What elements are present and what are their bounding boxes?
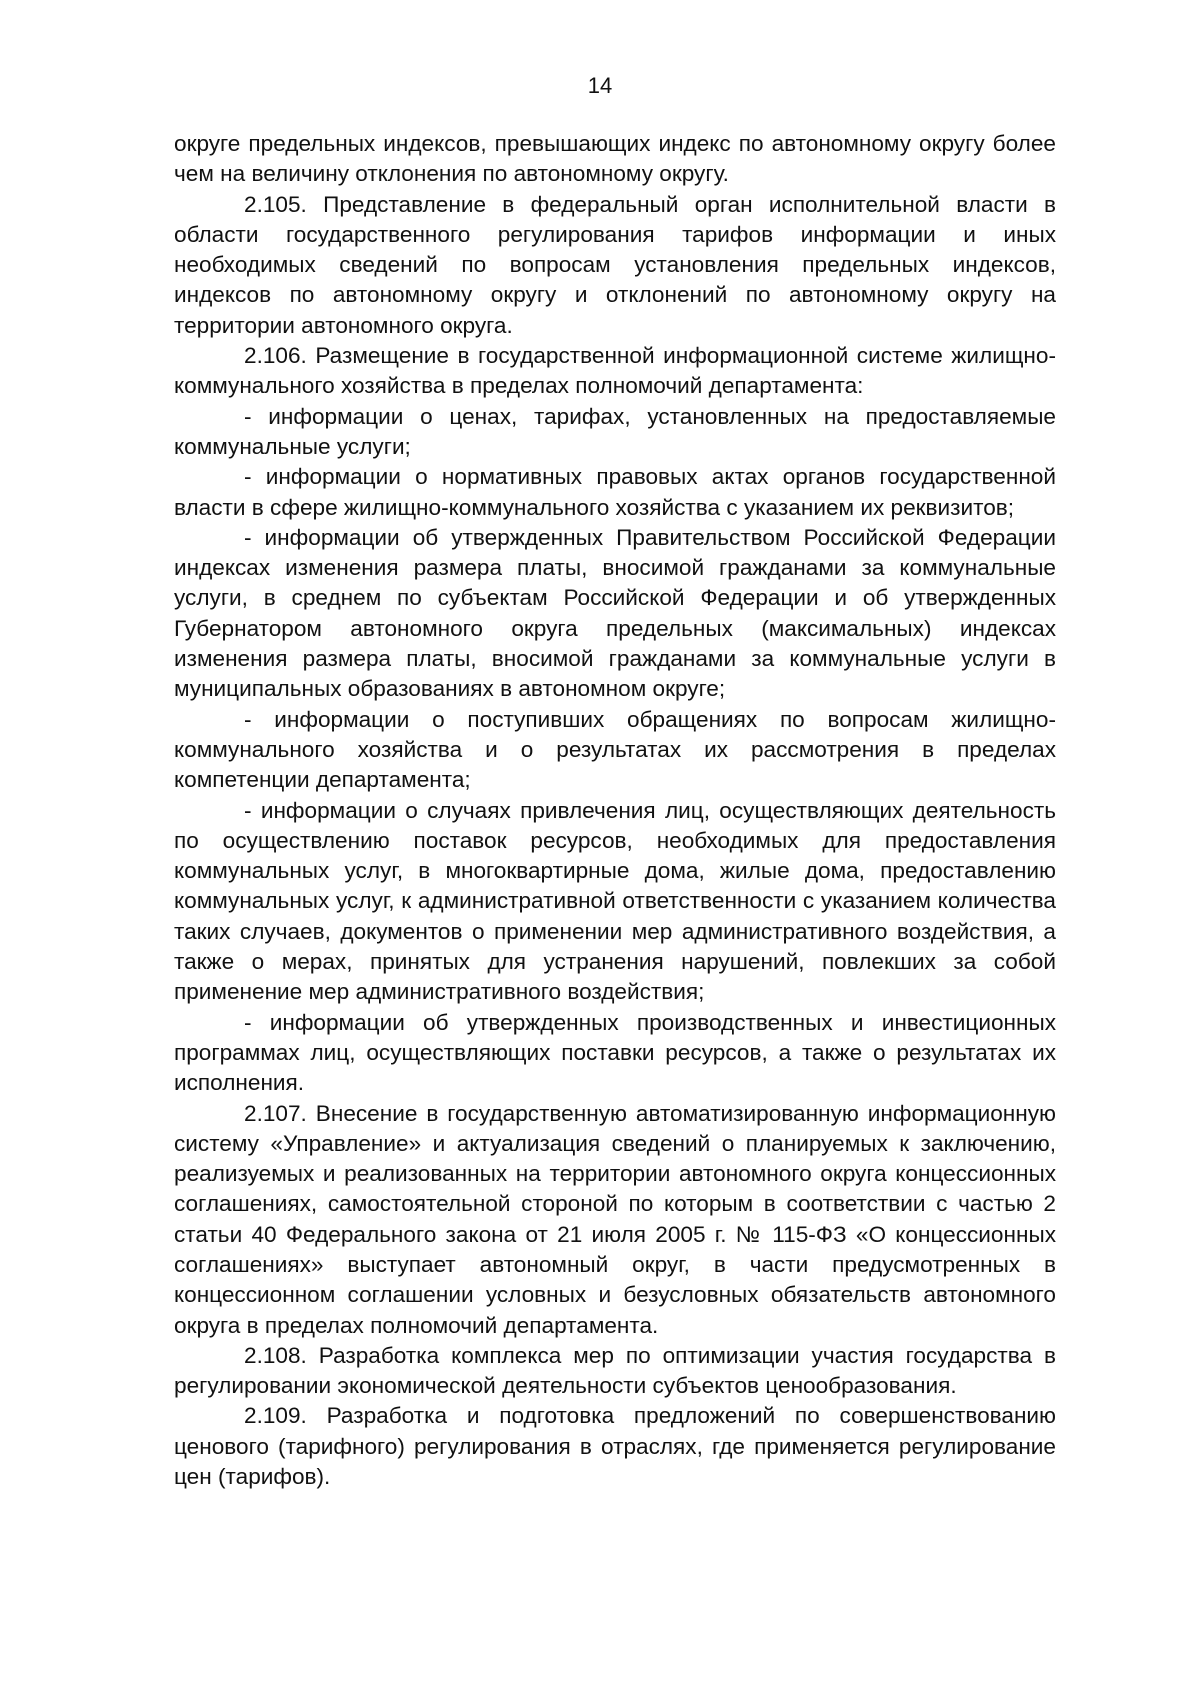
document-body [174,129,1056,1492]
paragraph-2-105: 2.105. Представление в федеральный орган исполнительной власти в области государственного регулирования тарифов информации и иных необходимых сведений по вопросам установления предельных индексов, индексов по автономному округу и отклонений по автономному округу на территории автономного округа. [174,191,1056,338]
list-item-programs: - информации об утвержденных производственных и инвестиционных программах лиц, осуществляющих поставки ресурсов, а также о результатах их исполнения. [174,1009,1056,1096]
paragraph-2-106: 2.106. Размещение в государственной информационной системе жилищно-коммунального хозяйства в пределах полномочий департамента: [174,343,1056,399]
paragraph-2-109: 2.109. Разработка и подготовка предложений по совершенствованию ценового (тарифного) регулирования в отраслях, где применяется регулирование цен (тарифов). [174,1403,1056,1490]
page-number: 14 [587,73,613,98]
list-item-payment-indices: - информации об утвержденных Правительством Российской Федерации индексах изменения размера платы, вносимой гражданами за коммунальные услуги, в среднем по субъектам Российской Федерации и об утвержденных Губернатором автономного округа предельных (максимальных) индексах изменения размера платы, вносимой гражданами за коммунальные услуги в муниципальных образованиях в автономном округе; [174,524,1056,702]
paragraph-continuation: округе предельных индексов, превышающих индекс по автономному округу более чем на величину отклонения по автономному округу. [174,131,1056,187]
list-item-prices-tariffs: - информации о ценах, тарифах, установленных на предоставляемые коммунальные услуги; [174,403,1056,459]
list-item-liability-cases: - информации о случаях привлечения лиц, осуществляющих деятельность по осуществлению поставок ресурсов, необходимых для предоставления коммунальных услуг, в многоквартирные дома, жилые дома, предоставлению коммунальных услуг, к административной ответственности с указанием количества таких случаев, документов о применении мер административного воздействия, а также о мерах, принятых для устранения нарушений, повлекших за собой применение мер административного воздействия; [174,797,1056,1005]
paragraph-2-107: 2.107. Внесение в государственную автоматизированную информационную систему «Управление» и актуализация сведений о планируемых к заключению, реализуемых и реализованных на территории автономного округа концессионных соглашениях, самостоятельной стороной по которым в соответствии с частью 2 статьи 40 Федерального закона от 21 июля 2005 г. № 115-ФЗ «О концессионных соглашениях» выступает автономный округ, в части предусмотренных в концессионном соглашении условных и безусловных обязательств автономного округа в пределах полномочий департамента. [174,1100,1056,1338]
paragraph-2-108: 2.108. Разработка комплекса мер по оптимизации участия государства в регулировании экономической деятельности субъектов ценообразования. [174,1342,1056,1399]
list-item-appeals: - информации о поступивших обращениях по вопросам жилищно-коммунального хозяйства и о результатах их рассмотрения в пределах компетенции департамента; [174,706,1056,793]
list-item-normative-acts: - информации о нормативных правовых актах органов государственной власти в сфере жилищно-коммунального хозяйства с указанием их реквизитов; [174,464,1056,520]
